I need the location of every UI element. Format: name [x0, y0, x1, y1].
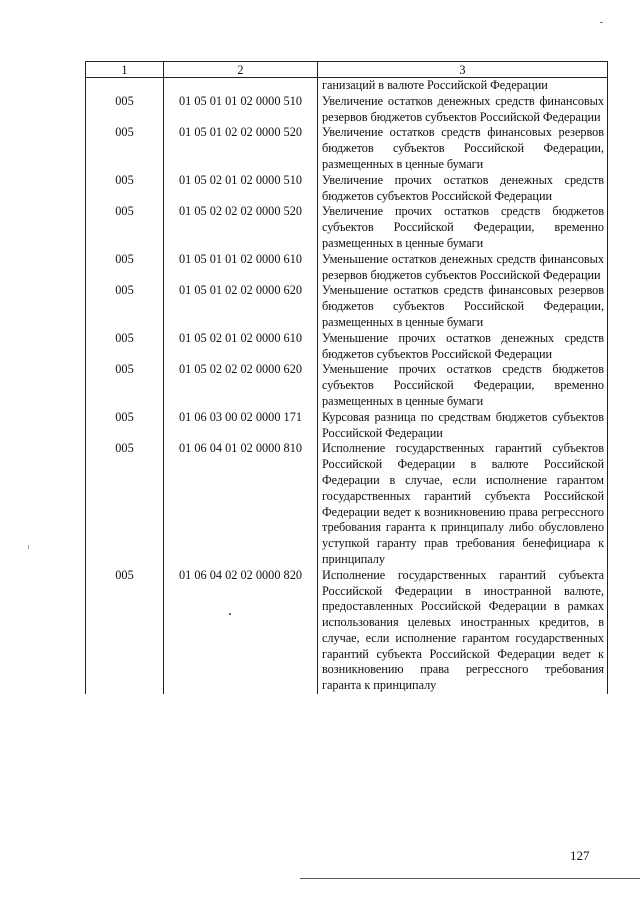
bcc-cell: 01 06 03 00 02 0000 171	[164, 410, 318, 442]
description-cell: Уменьшение остатков средств финансовых резервов бюджетов субъектов Российской Федерации, размещенных в ценные бумаги	[318, 283, 608, 330]
table-row	[86, 252, 608, 284]
column-header-3: 3	[318, 62, 608, 78]
scan-mark	[600, 22, 603, 23]
description-cell: Уменьшение прочих остатков средств бюджетов субъектов Российской Федерации, временно размещенных в ценные бумаги	[318, 362, 608, 409]
description-cell: ганизаций в валюте Российской Федерации	[318, 78, 608, 94]
description-cell: Исполнение государственных гарантий субъекта Российской Федерации в иностранной валюте, предоставленных Российской Федерации в рамках использования целевых иностранных кредитов, в случае, если исполнение гарантом государственных гарантий субъекта Российской Федерации ведет к возникновению права регрессного требования гаранта к принципалу	[318, 568, 608, 694]
admin-code-cell: 005	[86, 252, 164, 284]
admin-code-cell: 005	[86, 125, 164, 172]
classification-table	[85, 61, 608, 694]
bcc-cell: 01 05 02 01 02 0000 610	[164, 331, 318, 363]
bcc-cell: 01 05 02 02 02 0000 620	[164, 362, 318, 409]
admin-code-cell: 005	[86, 94, 164, 126]
header-row	[86, 62, 608, 78]
column-header-1: 1	[86, 62, 164, 78]
column-header-2: 2	[164, 62, 318, 78]
bcc-cell: 01 05 01 01 02 0000 510	[164, 94, 318, 126]
table-row	[86, 94, 608, 126]
admin-code-cell	[86, 78, 164, 94]
table-row	[86, 410, 608, 442]
bcc-cell: 01 06 04 01 02 0000 810	[164, 441, 318, 567]
description-cell: Уменьшение прочих остатков денежных средств бюджетов субъектов Российской Федерации	[318, 331, 608, 363]
admin-code-cell: 005	[86, 331, 164, 363]
admin-code-cell: 005	[86, 283, 164, 330]
table-row	[86, 283, 608, 330]
bcc-cell: 01 05 02 02 02 0000 520	[164, 204, 318, 251]
table-row	[86, 173, 608, 205]
bcc-cell: 01 05 01 01 02 0000 610	[164, 252, 318, 284]
table-row	[86, 362, 608, 409]
admin-code-cell: 005	[86, 173, 164, 205]
table-row	[86, 204, 608, 251]
admin-code-cell: 005	[86, 568, 164, 694]
description-cell: Увеличение остатков денежных средств финансовых резервов бюджетов субъектов Российской Федерации	[318, 94, 608, 126]
description-cell: Курсовая разница по средствам бюджетов субъектов Российской Федерации	[318, 410, 608, 442]
description-cell: Увеличение остатков средств финансовых резервов бюджетов субъектов Российской Федерации, размещенных в ценные бумаги	[318, 125, 608, 172]
continuation-row	[86, 78, 608, 94]
table-row	[86, 441, 608, 567]
scan-mark	[28, 545, 29, 549]
table-row	[86, 331, 608, 363]
bcc-cell: 01 05 01 02 02 0000 520	[164, 125, 318, 172]
bcc-cell	[164, 78, 318, 94]
footer-rule	[300, 878, 640, 879]
description-cell: Увеличение прочих остатков денежных средств бюджетов субъектов Российской Федерации	[318, 173, 608, 205]
admin-code-cell: 005	[86, 204, 164, 251]
bcc-cell: 01 05 02 01 02 0000 510	[164, 173, 318, 205]
bcc-cell: 01 06 04 02 02 0000 820	[164, 568, 318, 694]
description-cell: Уменьшение остатков денежных средств финансовых резервов бюджетов субъектов Российской Федерации	[318, 252, 608, 284]
admin-code-cell: 005	[86, 410, 164, 442]
bcc-cell: 01 05 01 02 02 0000 620	[164, 283, 318, 330]
admin-code-cell: 005	[86, 362, 164, 409]
description-cell: Исполнение государственных гарантий субъектов Российской Федерации в валюте Российской Федерации в случае, если исполнение гарантом государственных гарантий субъекта Российской Федерации ведет к возникновению права регрессного требования гаранта к принципалу либо обусловлено уступкой гаранту прав требования бенефициара к принципалу	[318, 441, 608, 567]
page-number: 127	[570, 848, 590, 863]
table-row	[86, 125, 608, 172]
description-cell: Увеличение прочих остатков средств бюджетов субъектов Российской Федерации, временно размещенных в ценные бумаги	[318, 204, 608, 251]
table-row	[86, 568, 608, 694]
admin-code-cell: 005	[86, 441, 164, 567]
